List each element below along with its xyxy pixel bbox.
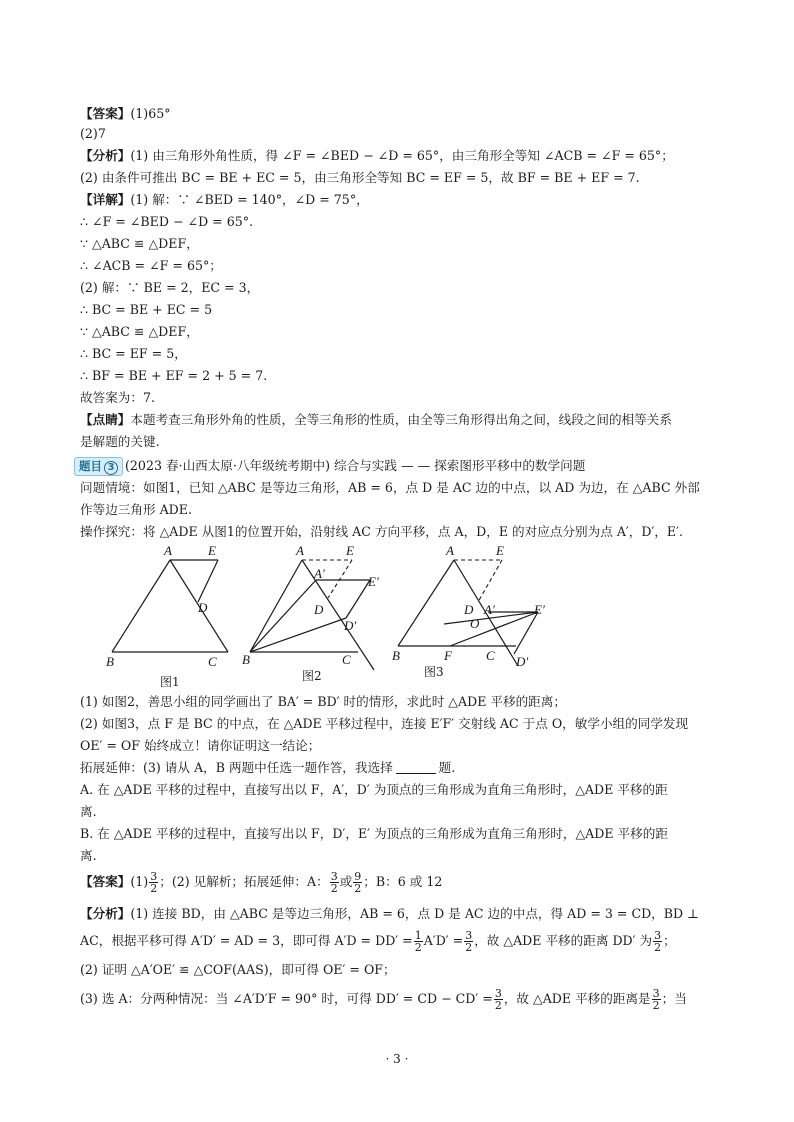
fig2-label-d: D	[314, 602, 324, 617]
q3-sub2-line2: OE′ = OF 始终成立！请你证明这一结论；	[80, 738, 321, 753]
answer-label: 【答案】	[80, 106, 131, 121]
analysis1-line2: (2) 由条件可推出 BC = BE + EC = 5，由三角形全等知 BC = EF = 5，故 BF = BE + EF = 7.	[80, 170, 640, 185]
fraction: $\frac{1}{2}$	[414, 929, 422, 954]
fig2-label-b: B	[242, 652, 250, 667]
detail1-line8: ∴ BC = EF = 5，	[80, 346, 187, 361]
q3-option-b-line2: 离.	[80, 848, 97, 863]
fig1-label-b: B	[106, 654, 114, 669]
fraction: $\frac{3}{2}$	[465, 929, 473, 954]
q3-operation-line: 操作探究：将 △ADE 从图1的位置开始，沿射线 AC 方向平移，点 A，D，E 的对应点分别为点 A′，D′，E′.	[80, 524, 683, 539]
fig2-label-e-prime: E′	[368, 574, 379, 589]
figure-3-svg	[388, 540, 558, 690]
choice-blank	[396, 761, 436, 774]
comment-label: 【点睛】	[80, 412, 131, 427]
analysis3-line4: (3) 选 A：分两种情况：当 ∠A′D′F = 90° 时，可得 DD′ = CD − CD′ = $\frac{3}{2}$ ，故 △ADE 平移的距离是 $\frac{3}{2}$ ；当	[80, 987, 687, 1012]
detail1-line2: ∴ ∠F = ∠BED − ∠D = 65°.	[80, 214, 254, 229]
figure-1-svg	[98, 540, 238, 690]
fig1-label-e: E	[208, 543, 216, 558]
detail1-line7: ∵ △ABC ≌ △DEF，	[80, 324, 199, 339]
fig1-label-a: A	[164, 543, 172, 558]
fraction: $\frac{3}{2}$	[494, 987, 502, 1012]
fig2-label-a-prime: A′	[314, 566, 325, 581]
detail1-line9: ∴ BF = BE + EF = 2 + 5 = 7.	[80, 368, 268, 383]
detail-label: 【详解】	[80, 192, 131, 207]
comment1-line2: 是解题的关键.	[80, 434, 160, 449]
fraction: $\frac{3}{2}$	[150, 870, 158, 895]
fraction: $\frac{3}{2}$	[330, 870, 338, 895]
question-badge: 题目 3	[74, 457, 123, 476]
q3-sub3: 拓展延伸：(3) 请从 A，B 两题中任选一题作答，我选择 题.	[80, 760, 456, 775]
detail1-line1: 【详解】(1) 解：∵ ∠BED = 140°，∠D = 75°，	[80, 192, 369, 207]
fraction: $\frac{9}{2}$	[354, 870, 362, 895]
figure-3	[388, 540, 558, 690]
q3-sub1: (1) 如图2，善思小组的同学画出了 BA′ = BD′ 时的情形，求此时 △ADE 平移的距离；	[80, 694, 566, 709]
fig3-label-a-prime: A′	[484, 602, 495, 617]
fraction: $\frac{3}{2}$	[654, 929, 662, 954]
fig3-label-e: E	[496, 543, 504, 558]
fig3-label-a: A	[446, 543, 454, 558]
detail1-line4: ∴ ∠ACB = ∠F = 65°；	[80, 258, 222, 273]
detail1-line10: 故答案为：7.	[80, 390, 155, 405]
analysis3-line1: 【分析】(1) 连接 BD，由 △ABC 是等边三角形，AB = 6，点 D 是 AC 边的中点，得 AD = 3 = CD，BD ⊥	[80, 906, 699, 921]
q3-context-line1: 问题情境：如图1，已知 △ABC 是等边三角形，AB = 6，点 D 是 AC 边的中点，以 AD 为边，在 △ABC 外部	[80, 480, 700, 495]
answer1-line1: 【答案】(1)65°	[80, 106, 171, 121]
fig2-label-a: A	[296, 543, 304, 558]
fig3-label-d: D	[464, 602, 474, 617]
analysis3-label: 【分析】	[80, 906, 131, 921]
fig2-label-c: C	[342, 652, 351, 667]
fig3-label-d-prime: D′	[516, 654, 529, 669]
fig3-label-c: C	[486, 648, 495, 663]
answer1-line2: (2)7	[80, 126, 106, 141]
fig1-label-d: D	[198, 600, 208, 615]
fig3-label-f: F	[444, 648, 452, 663]
question3-header: 题目 3 (2023 春·山西太原·八年级统考期中) 综合与实践 — — 探索图形平移中的数学问题	[74, 456, 585, 476]
figure-1	[98, 540, 238, 690]
detail1-line3: ∵ △ABC ≌ △DEF，	[80, 236, 199, 251]
fig3-label-o: O	[470, 616, 480, 631]
detail1-line6: ∴ BC = BE + EC = 5	[80, 302, 213, 317]
figure-2-svg	[238, 540, 388, 690]
analysis1-line1: 【分析】(1) 由三角形外角性质，得 ∠F = ∠BED − ∠D = 65°，由三角形全等知 ∠ACB = ∠F = 65°；	[80, 148, 674, 163]
q3-sub2-line1: (2) 如图3，点 F 是 BC 的中点，在 △ADE 平移过程中，连接 E′F′ 交射线 AC 于点 O，敏学小组的同学发现	[80, 716, 689, 731]
answer3-line: 【答案】(1) $\frac{3}{2}$ ；(2) 见解析；拓展延伸：A： $\frac{3}{2}$ 或 $\frac{9}{2}$ ；B：6 或 12	[80, 870, 443, 895]
comment1-line1: 【点睛】本题考查三角形外角的性质，全等三角形的性质，由全等三角形得出角之间，线段之间的相等关系	[80, 412, 672, 427]
page-number: · 3 ·	[385, 1052, 409, 1066]
q3-context-line2: 作等边三角形 ADE.	[80, 502, 192, 517]
analysis3-line2: AC，根据平移可得 A′D′ = AD = 3，即可得 A′D = DD′ = $\frac{1}{2}$ A′D′ = $\frac{3}{2}$ ，故 △ADE 平移的距离 DD′ 为 $\frac{3}{2}$ ；	[80, 929, 676, 954]
fig1-label-c: C	[208, 654, 217, 669]
q3-option-a-line2: 离.	[80, 804, 97, 819]
fig1-caption: 图1	[160, 675, 180, 689]
fig3-caption: 图3	[424, 665, 444, 679]
detail1-line5: (2) 解：∵ BE = 2，EC = 3，	[80, 280, 260, 295]
fraction: $\frac{3}{2}$	[652, 987, 660, 1012]
q3-option-a-line1: A. 在 △ADE 平移的过程中，直接写出以 F，A′，D′ 为顶点的三角形成为直角三角形时，△ADE 平移的距	[80, 782, 668, 797]
fig2-label-d-prime: D′	[344, 618, 357, 633]
fig2-label-e: E	[346, 543, 354, 558]
analysis-label: 【分析】	[80, 148, 131, 163]
figure-2	[238, 540, 388, 690]
q3-option-b-line1: B. 在 △ADE 平移的过程中，直接写出以 F，D′，E′ 为顶点的三角形成为直角三角形时，△ADE 平移的距	[80, 826, 668, 841]
fig3-label-e-prime: E′	[534, 602, 545, 617]
fig3-label-b: B	[392, 648, 400, 663]
fig2-caption: 图2	[302, 669, 322, 683]
answer3-label: 【答案】	[80, 874, 131, 889]
analysis3-line3: (2) 证明 △A′OE′ ≌ △COF(AAS)，即可得 OE′ = OF；	[80, 962, 396, 977]
